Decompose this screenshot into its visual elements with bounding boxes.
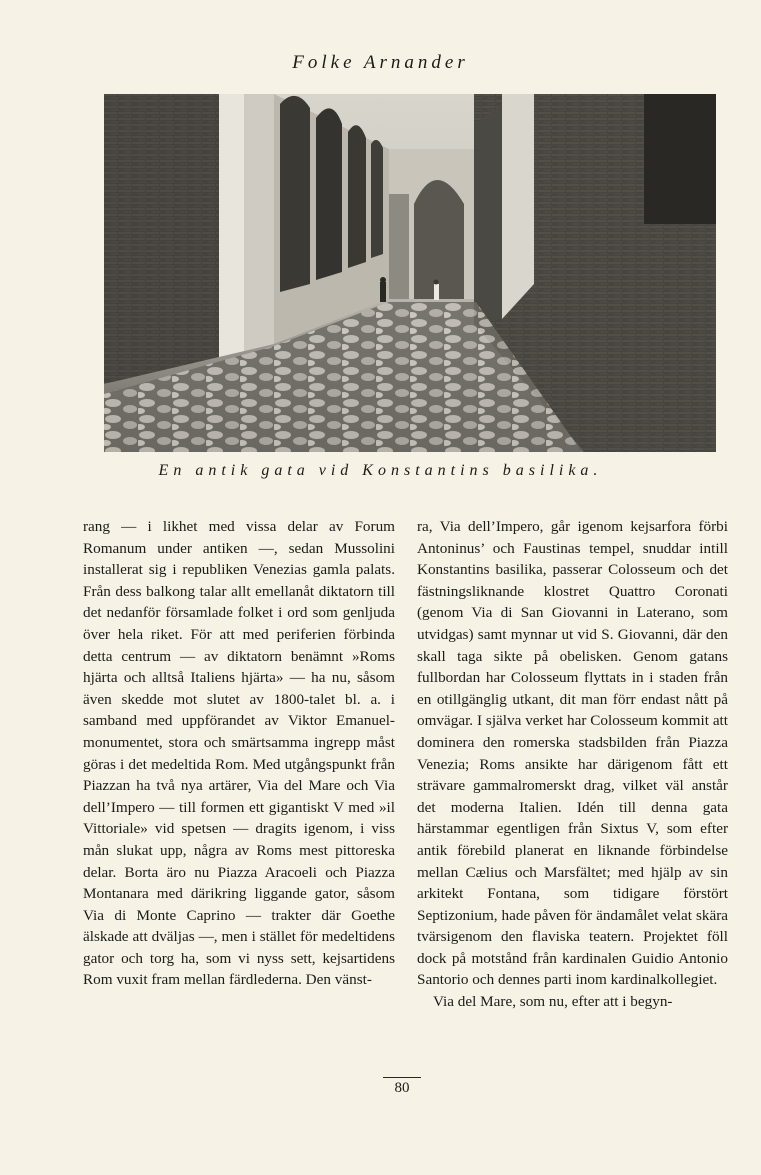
running-title: Folke Arnander: [292, 52, 469, 73]
photo-ancient-street-icon: [104, 94, 716, 452]
figure-caption: En antik gata vid Konstantins basilika.: [158, 462, 603, 479]
folio-rule: [383, 1077, 421, 1078]
page-number: 80: [394, 1080, 410, 1096]
paragraph: ra, Via dell’Impero, går igenom kejsarfora förbi Antoninus’ och Faustinas tempel, snuddar intill Konstantins basilika, passerar Colosseum och det fästningsliknande klostret Quattro Coronati (genom Via di San Giovanni in Laterano, som utvidgas) samt mynnar ut vid S. Giovanni, där den skall taga sikte på obelisken. Genom gatans fullbordan har Colosseum flyttats in i staden från en otillgänglig utkant, dit man förr endast nått på omvägar. I själva verket har Colosseum kommit att dominera den romerska stadsbilden från Piazza Venezia; Roms ansikte har därigenom fått ett strävare gammalromerskt drag, vilket väl anstår det moderna Italien. Idén till denna gata härstammar egentligen från Sixtus V, som efter antik förebild planerat en liknande förbindelse mellan Cælius och Marsfältet; med hjälp av sin arkitekt Fontana, som tidigare förstört Septizonium, hade påven för ändamålet velat skära tvärsigenom den flaviska teatern. Projektet föll dock på motstånd från kardinalen Guidio Antonio Santorio och dennes parti inom kardinalkollegiet.: [417, 518, 728, 989]
paragraph: rang — i likhet med vissa delar av Forum Romanum under antiken —, sedan Mussolini installerat sig i republiken Venezias gamla palats. Från dess balkong talar allt emellanåt diktatorn till det nedanför församlade folket i ord som genljuda över hela riket. För att med periferien förbinda detta centrum — av diktatorn benämnt »Roms hjärta och alltså Italiens hjärta» — ha nu, såsom även skedde mot slutet av 1800-talet bl. a. i samband med uppförandet av Viktor Emanuel-monumentet, stora och smärtsamma ingrepp måst göras i det medeltida Rom. Med utgångspunkt från Piazzan ha två nya artärer, Via del Mare och Via dell’Impero — till formen ett gigantiskt V med »il Vittoriale» vid spetsen — dragits igenom, i viss mån slukat upp, några av Roms mest pittoreska delar. Borta äro nu Piazza Aracoeli och Piazza Montanara med därikring liggande gator, såsom Via di Monte Caprino — trakter där Goethe älskade att dväljas —, men i stället för medeltidens gator och torg ha, som vi nyss sett, kejsartidens Rom vuxit fram mellan färdlederna. Den vänst-: [83, 518, 395, 989]
figure-photo: [104, 94, 716, 452]
text-column-right: [417, 516, 728, 1013]
paragraph: Via del Mare, som nu, efter att i begyn-: [433, 993, 673, 1011]
text-column-left: [83, 516, 395, 991]
